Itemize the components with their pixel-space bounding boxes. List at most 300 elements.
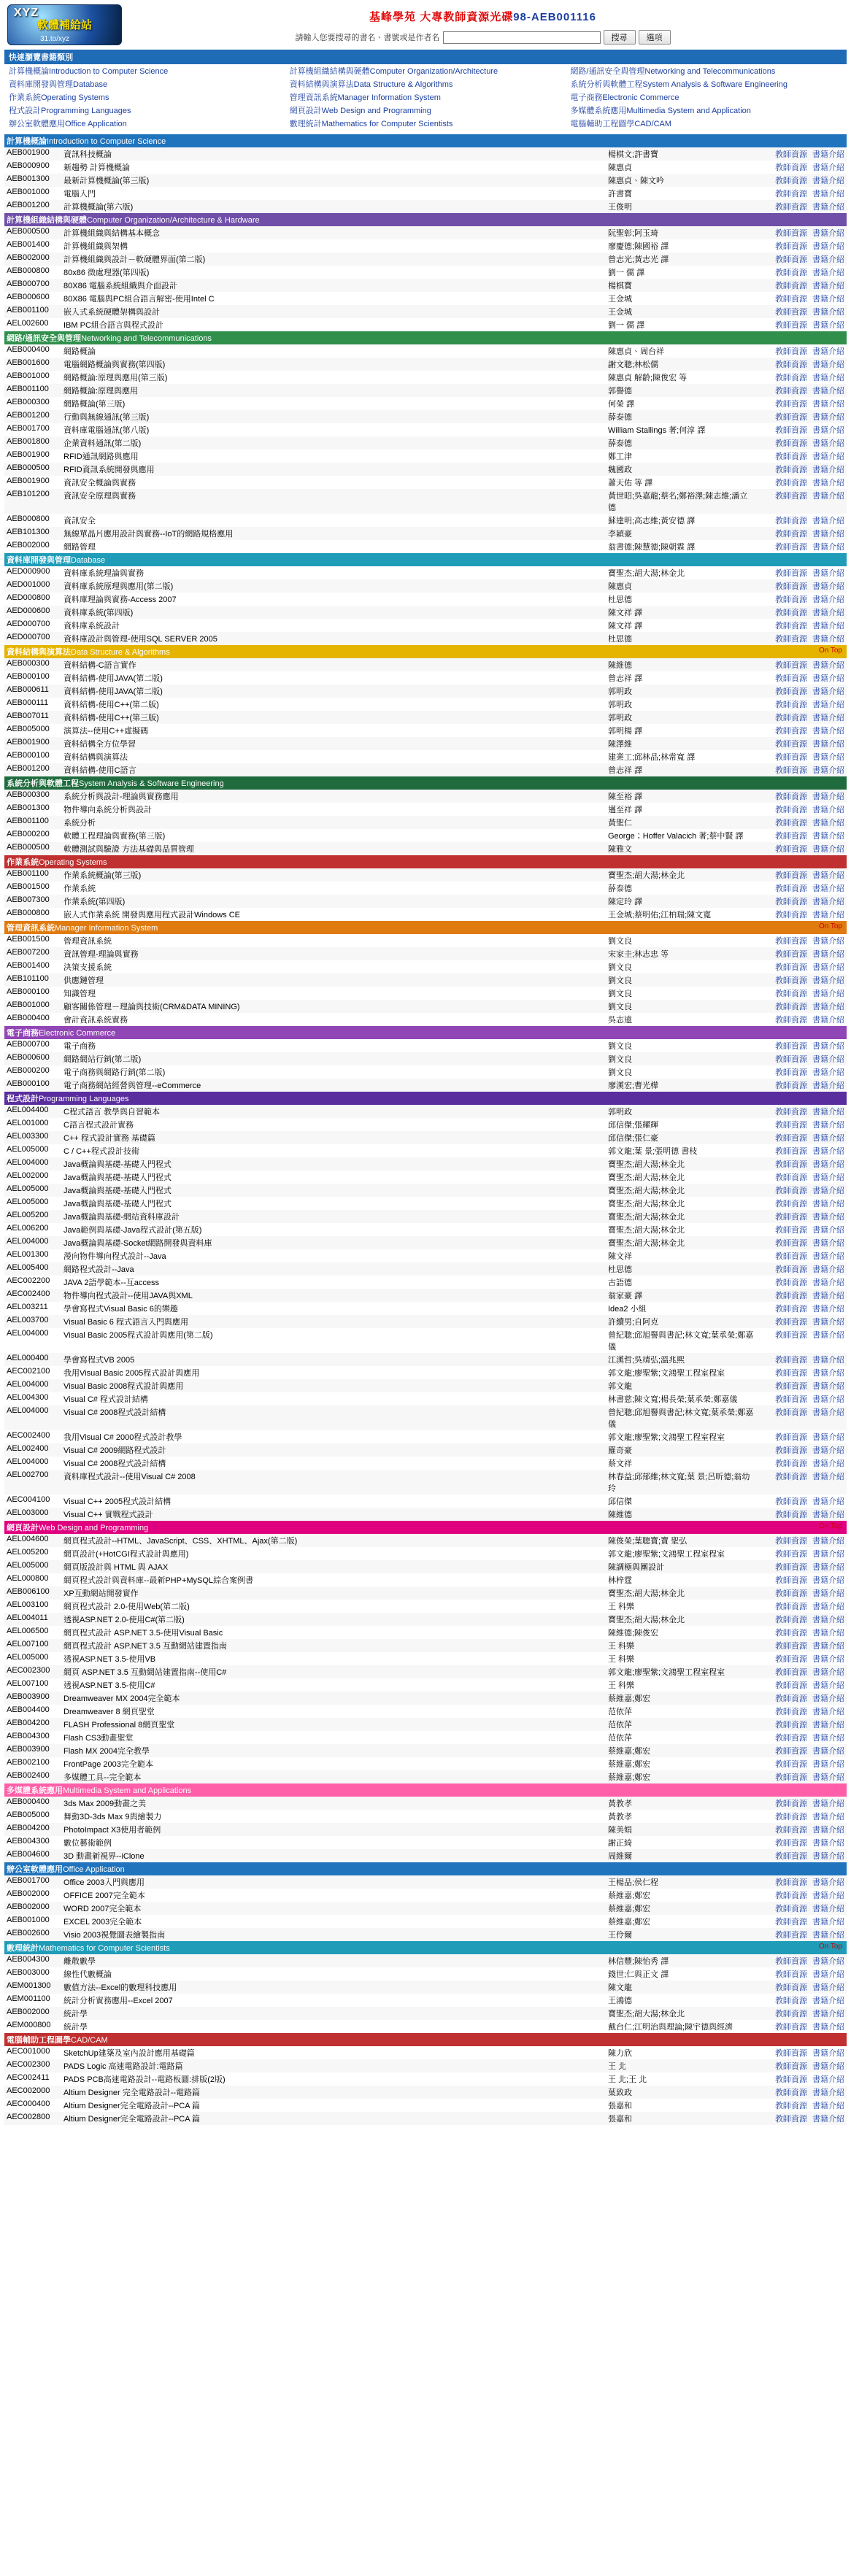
nav-link-3[interactable]: 資料庫開發與管理Database [9, 80, 108, 89]
teacher-resource-link[interactable]: 教師資源 [774, 2075, 807, 2084]
book-detail-link[interactable]: 書籍介紹 [812, 1931, 844, 1940]
teacher-resource-link[interactable]: 教師資源 [774, 466, 807, 474]
book-detail-link[interactable]: 書籍介紹 [812, 871, 844, 880]
teacher-resource-link[interactable]: 教師資源 [774, 832, 807, 841]
book-detail-link[interactable]: 書籍介紹 [812, 832, 844, 841]
book-detail-link[interactable]: 書籍介紹 [812, 1147, 844, 1156]
teacher-resource-link[interactable]: 教師資源 [774, 1108, 807, 1117]
book-detail-link[interactable]: 書籍介紹 [812, 1668, 844, 1677]
teacher-resource-link[interactable]: 教師資源 [774, 308, 807, 317]
book-detail-link[interactable]: 書籍介紹 [812, 1603, 844, 1611]
teacher-resource-link[interactable]: 教師資源 [774, 1957, 807, 1966]
teacher-resource-link[interactable]: 教師資源 [774, 1708, 807, 1716]
book-detail-link[interactable]: 書籍介紹 [812, 1800, 844, 1808]
teacher-resource-link[interactable]: 教師資源 [774, 1279, 807, 1287]
teacher-resource-link[interactable]: 教師資源 [774, 1550, 807, 1559]
teacher-resource-link[interactable]: 教師資源 [774, 1891, 807, 1900]
book-detail-link[interactable]: 書籍介紹 [812, 1252, 844, 1261]
teacher-resource-link[interactable]: 教師資源 [774, 1576, 807, 1585]
book-detail-link[interactable]: 書籍介紹 [812, 674, 844, 683]
book-detail-link[interactable]: 書籍介紹 [812, 1813, 844, 1821]
teacher-resource-link[interactable]: 教師資源 [774, 1852, 807, 1861]
teacher-resource-link[interactable]: 教師資源 [774, 1589, 807, 1598]
book-detail-link[interactable]: 書籍介紹 [812, 1200, 844, 1208]
teacher-resource-link[interactable]: 教師資源 [774, 753, 807, 762]
teacher-resource-link[interactable]: 教師資源 [774, 321, 807, 330]
teacher-resource-link[interactable]: 教師資源 [774, 1983, 807, 1992]
book-detail-link[interactable]: 書籍介紹 [812, 1629, 844, 1638]
book-detail-link[interactable]: 書籍介紹 [812, 1408, 844, 1417]
teacher-resource-link[interactable]: 教師資源 [774, 1055, 807, 1064]
teacher-resource-link[interactable]: 教師資源 [774, 1905, 807, 1913]
book-code: AEL005000 [4, 1144, 61, 1157]
teacher-resource-link[interactable]: 教師資源 [774, 190, 807, 198]
teacher-resource-link[interactable]: 教師資源 [774, 950, 807, 959]
book-detail-link[interactable]: 書籍介紹 [812, 1369, 844, 1378]
teacher-resource-link[interactable]: 教師資源 [774, 1016, 807, 1025]
book-code: AEC002100 [4, 1366, 61, 1379]
teacher-resource-link[interactable]: 教師資源 [774, 1134, 807, 1143]
teacher-resource-link[interactable]: 教師資源 [774, 1395, 807, 1404]
teacher-resource-link[interactable]: 教師資源 [774, 1147, 807, 1156]
book-detail-link[interactable]: 書籍介紹 [812, 282, 844, 290]
book-detail-link[interactable]: 書籍介紹 [812, 569, 844, 578]
teacher-resource-link[interactable]: 教師資源 [774, 1292, 807, 1300]
book-detail-link[interactable]: 書籍介紹 [812, 2062, 844, 2071]
teacher-resource-link[interactable]: 教師資源 [774, 727, 807, 736]
teacher-resource-link[interactable]: 教師資源 [774, 1318, 807, 1327]
teacher-resource-link[interactable]: 教師資源 [774, 1497, 807, 1506]
teacher-resource-link[interactable]: 教師資源 [774, 1473, 807, 1481]
book-detail-link[interactable]: 書籍介紹 [812, 1616, 844, 1624]
book-detail-link[interactable]: 書籍介紹 [812, 439, 844, 448]
teacher-resource-link[interactable]: 教師資源 [774, 595, 807, 604]
book-detail-link[interactable]: 書籍介紹 [812, 2075, 844, 2084]
nav-link-6[interactable]: 作業系統Operating Systems [9, 93, 109, 102]
teacher-resource-link[interactable]: 教師資源 [774, 1433, 807, 1442]
reset-button[interactable]: 選項 [639, 30, 671, 45]
book-detail-link[interactable]: 書籍介紹 [812, 1473, 844, 1481]
book-detail-link[interactable]: 書籍介紹 [812, 1655, 844, 1664]
teacher-resource-link[interactable]: 教師資源 [774, 806, 807, 814]
teacher-resource-link[interactable]: 教師資源 [774, 479, 807, 487]
book-detail-link[interactable]: 書籍介紹 [812, 2049, 844, 2058]
book-detail-link[interactable]: 書籍介紹 [812, 1446, 844, 1455]
teacher-resource-link[interactable]: 教師資源 [774, 1213, 807, 1222]
teacher-resource-link[interactable]: 教師資源 [774, 2062, 807, 2071]
teacher-resource-link[interactable]: 教師資源 [774, 1655, 807, 1664]
teacher-resource-link[interactable]: 教師資源 [774, 990, 807, 998]
teacher-resource-link[interactable]: 教師資源 [774, 1537, 807, 1546]
on-top-link[interactable]: On Top [818, 647, 842, 655]
link-separator [807, 190, 812, 198]
book-detail-link[interactable]: 書籍介紹 [812, 1239, 844, 1248]
book-detail-link[interactable]: 書籍介紹 [812, 1279, 844, 1287]
teacher-resource-link[interactable]: 教師資源 [774, 255, 807, 264]
book-detail-link[interactable]: 書籍介紹 [812, 753, 844, 762]
book-detail-link[interactable]: 書籍介紹 [812, 347, 844, 356]
book-detail-link[interactable]: 書籍介紹 [812, 1042, 844, 1051]
teacher-resource-link[interactable]: 教師資源 [774, 1239, 807, 1248]
teacher-resource-link[interactable]: 教師資源 [774, 360, 807, 369]
book-detail-link[interactable]: 書籍介紹 [812, 1576, 844, 1585]
book-detail-link[interactable]: 書籍介紹 [812, 884, 844, 893]
book-detail-link[interactable]: 書籍介紹 [812, 661, 844, 670]
nav-link-14[interactable]: 電腦輔助工程圖學CAD/CAM [570, 120, 672, 128]
teacher-resource-link[interactable]: 教師資源 [774, 2089, 807, 2097]
book-detail-link[interactable]: 書籍介紹 [812, 819, 844, 828]
teacher-resource-link[interactable]: 教師資源 [774, 2049, 807, 2058]
teacher-resource-link[interactable]: 教師資源 [774, 1918, 807, 1927]
book-detail-link[interactable]: 書籍介紹 [812, 1563, 844, 1572]
teacher-resource-link[interactable]: 教師資源 [774, 609, 807, 617]
book-detail-link[interactable]: 書籍介紹 [812, 701, 844, 709]
teacher-resource-link[interactable]: 教師資源 [774, 582, 807, 591]
teacher-resource-link[interactable]: 教師資源 [774, 1003, 807, 1011]
teacher-resource-link[interactable]: 教師資源 [774, 229, 807, 238]
book-detail-link[interactable]: 書籍介紹 [812, 1108, 844, 1117]
teacher-resource-link[interactable]: 教師資源 [774, 452, 807, 461]
book-detail-link[interactable]: 書籍介紹 [812, 163, 844, 172]
nav-link-2[interactable]: 網路/通訊安全與管理Networking and Telecommunications [570, 67, 776, 76]
teacher-resource-link[interactable]: 教師資源 [774, 871, 807, 880]
book-detail-link[interactable]: 書籍介紹 [812, 1121, 844, 1130]
teacher-resource-link[interactable]: 教師資源 [774, 1356, 807, 1365]
book-detail-link[interactable]: 書籍介紹 [812, 2102, 844, 2110]
book-detail-link[interactable]: 書籍介紹 [812, 1003, 844, 1011]
on-top-link[interactable]: On Top [818, 1522, 842, 1530]
book-detail-link[interactable]: 書籍介紹 [812, 950, 844, 959]
book-detail-link[interactable]: 書籍介紹 [812, 190, 844, 198]
teacher-resource-link[interactable]: 教師資源 [774, 1305, 807, 1314]
book-detail-link[interactable]: 書籍介紹 [812, 1550, 844, 1559]
teacher-resource-link[interactable]: 教師資源 [774, 2023, 807, 2032]
teacher-resource-link[interactable]: 教師資源 [774, 295, 807, 304]
book-detail-link[interactable]: 書籍介紹 [812, 1356, 844, 1365]
book-detail-link[interactable]: 書籍介紹 [812, 766, 844, 775]
book-detail-link[interactable]: 書籍介紹 [812, 1642, 844, 1651]
book-detail-link[interactable]: 書籍介紹 [812, 1747, 844, 1756]
book-detail-link[interactable]: 書籍介紹 [812, 1983, 844, 1992]
book-detail-link[interactable]: 書籍介紹 [812, 609, 844, 617]
teacher-resource-link[interactable]: 教師資源 [774, 1839, 807, 1848]
book-detail-link[interactable]: 書籍介紹 [812, 937, 844, 946]
teacher-resource-link[interactable]: 教師資源 [774, 543, 807, 552]
book-detail-link[interactable]: 書籍介紹 [812, 308, 844, 317]
book-detail-link[interactable]: 書籍介紹 [812, 1760, 844, 1769]
book-detail-link[interactable]: 書籍介紹 [812, 479, 844, 487]
teacher-resource-link[interactable]: 教師資源 [774, 1813, 807, 1821]
teacher-resource-link[interactable]: 教師資源 [774, 1760, 807, 1769]
teacher-resource-link[interactable]: 教師資源 [774, 492, 807, 501]
book-detail-link[interactable]: 書籍介紹 [812, 1891, 844, 1900]
book-detail-link[interactable]: 書籍介紹 [812, 1681, 844, 1690]
teacher-resource-link[interactable]: 教師資源 [774, 1773, 807, 1782]
book-detail-link[interactable]: 書籍介紹 [812, 452, 844, 461]
book-detail-link[interactable]: 書籍介紹 [812, 413, 844, 422]
teacher-resource-link[interactable]: 教師資源 [774, 1369, 807, 1378]
teacher-resource-link[interactable]: 教師資源 [774, 242, 807, 251]
teacher-resource-link[interactable]: 教師資源 [774, 845, 807, 854]
teacher-resource-link[interactable]: 教師資源 [774, 963, 807, 972]
book-detail-link[interactable]: 書籍介紹 [812, 793, 844, 801]
book-detail-link[interactable]: 書籍介紹 [812, 1331, 844, 1340]
nav-link-10[interactable]: 網頁設計Web Design and Programming [289, 107, 431, 115]
teacher-resource-link[interactable]: 教師資源 [774, 1265, 807, 1274]
teacher-resource-link[interactable]: 教師資源 [774, 413, 807, 422]
book-detail-link[interactable]: 書籍介紹 [812, 229, 844, 238]
teacher-resource-link[interactable]: 教師資源 [774, 1747, 807, 1756]
teacher-resource-link[interactable]: 教師資源 [774, 1616, 807, 1624]
teacher-resource-link[interactable]: 教師資源 [774, 1121, 807, 1130]
teacher-resource-link[interactable]: 教師資源 [774, 282, 807, 290]
book-detail-link[interactable]: 書籍介紹 [812, 1081, 844, 1090]
book-detail-link[interactable]: 書籍介紹 [812, 543, 844, 552]
teacher-resource-link[interactable]: 教師資源 [774, 203, 807, 212]
book-detail-link[interactable]: 書籍介紹 [812, 242, 844, 251]
teacher-resource-link[interactable]: 教師資源 [774, 1642, 807, 1651]
book-detail-link[interactable]: 書籍介紹 [812, 595, 844, 604]
teacher-resource-link[interactable]: 教師資源 [774, 1931, 807, 1940]
book-detail-link[interactable]: 書籍介紹 [812, 806, 844, 814]
book-detail-link[interactable]: 書籍介紹 [812, 1905, 844, 1913]
teacher-resource-link[interactable]: 教師資源 [774, 898, 807, 906]
book-detail-link[interactable]: 書籍介紹 [812, 1068, 844, 1077]
book-detail-link[interactable]: 書籍介紹 [812, 582, 844, 591]
teacher-resource-link[interactable]: 教師資源 [774, 819, 807, 828]
teacher-resource-link[interactable]: 教師資源 [774, 1603, 807, 1611]
teacher-resource-link[interactable]: 教師資源 [774, 1382, 807, 1391]
teacher-resource-link[interactable]: 教師資源 [774, 1997, 807, 2005]
nav-link-9[interactable]: 程式設計Programming Languages [9, 107, 131, 115]
book-detail-link[interactable]: 書籍介紹 [812, 740, 844, 749]
teacher-resource-link[interactable]: 教師資源 [774, 1563, 807, 1572]
book-detail-link[interactable]: 書籍介紹 [812, 635, 844, 644]
book-detail-link[interactable]: 書籍介紹 [812, 1589, 844, 1598]
teacher-resource-link[interactable]: 教師資源 [774, 635, 807, 644]
teacher-resource-link[interactable]: 教師資源 [774, 387, 807, 396]
book-code: AEB001500 [4, 882, 61, 895]
book-detail-link[interactable]: 書籍介紹 [812, 400, 844, 409]
teacher-resource-link[interactable]: 教師資源 [774, 911, 807, 919]
book-detail-link[interactable]: 書籍介紹 [812, 1173, 844, 1182]
teacher-resource-link[interactable]: 教師資源 [774, 714, 807, 722]
nav-link-7[interactable]: 管理資訊系統Manager Information System [289, 93, 441, 102]
teacher-resource-link[interactable]: 教師資源 [774, 426, 807, 435]
book-detail-link[interactable]: 書籍介紹 [812, 1055, 844, 1064]
book-detail-link[interactable]: 書籍介紹 [812, 1708, 844, 1716]
nav-link-0[interactable]: 計算機概論Introduction to Computer Science [9, 67, 169, 76]
teacher-resource-link[interactable]: 教師資源 [774, 374, 807, 382]
teacher-resource-link[interactable]: 教師資源 [774, 740, 807, 749]
teacher-resource-link[interactable]: 教師資源 [774, 530, 807, 539]
teacher-resource-link[interactable]: 教師資源 [774, 674, 807, 683]
teacher-resource-link[interactable]: 教師資源 [774, 439, 807, 448]
book-detail-link[interactable]: 書籍介紹 [812, 466, 844, 474]
book-detail-link[interactable]: 書籍介紹 [812, 1016, 844, 1025]
teacher-resource-link[interactable]: 教師資源 [774, 1173, 807, 1182]
teacher-resource-link[interactable]: 教師資源 [774, 163, 807, 172]
book-detail-link[interactable]: 書籍介紹 [812, 845, 844, 854]
teacher-resource-link[interactable]: 教師資源 [774, 793, 807, 801]
book-detail-link[interactable]: 書籍介紹 [812, 269, 844, 277]
book-detail-link[interactable]: 書籍介紹 [812, 898, 844, 906]
book-detail-link[interactable]: 書籍介紹 [812, 1305, 844, 1314]
book-detail-link[interactable]: 書籍介紹 [812, 1213, 844, 1222]
book-detail-link[interactable]: 書籍介紹 [812, 1226, 844, 1235]
teacher-resource-link[interactable]: 教師資源 [774, 976, 807, 985]
teacher-resource-link[interactable]: 教師資源 [774, 1187, 807, 1195]
teacher-resource-link[interactable]: 教師資源 [774, 1331, 807, 1340]
book-detail-link[interactable]: 書籍介紹 [812, 1694, 844, 1703]
book-detail-link[interactable]: 書籍介紹 [812, 2089, 844, 2097]
teacher-resource-link[interactable]: 教師資源 [774, 1878, 807, 1887]
nav-link-1[interactable]: 計算機組織結構與硬體Computer Organization/Architecture [289, 67, 498, 76]
book-detail-link[interactable]: 書籍介紹 [812, 374, 844, 382]
book-author: 寶聖杰;胡大湯;林金北 [606, 1184, 756, 1197]
book-detail-link[interactable]: 書籍介紹 [812, 387, 844, 396]
book-detail-link[interactable]: 書籍介紹 [812, 976, 844, 985]
book-detail-link[interactable]: 書籍介紹 [812, 2023, 844, 2032]
table-row [4, 1902, 847, 1915]
book-detail-link[interactable]: 書籍介紹 [812, 177, 844, 185]
teacher-resource-link[interactable]: 教師資源 [774, 517, 807, 525]
teacher-resource-link[interactable]: 教師資源 [774, 1668, 807, 1677]
book-detail-link[interactable]: 書籍介紹 [812, 1826, 844, 1835]
teacher-resource-link[interactable]: 教師資源 [774, 622, 807, 630]
teacher-resource-link[interactable]: 教師資源 [774, 1970, 807, 1979]
book-title: 資料庫程式設計--使用Visual C# 2008 [61, 1470, 606, 1495]
on-top-link[interactable]: On Top [818, 1943, 842, 1951]
book-detail-link[interactable]: 書籍介紹 [812, 1997, 844, 2005]
teacher-resource-link[interactable]: 教師資源 [774, 766, 807, 775]
book-detail-link[interactable]: 書籍介紹 [812, 714, 844, 722]
teacher-resource-link[interactable]: 教師資源 [774, 1408, 807, 1417]
book-detail-link[interactable]: 書籍介紹 [812, 1852, 844, 1861]
teacher-resource-link[interactable]: 教師資源 [774, 1826, 807, 1835]
book-detail-link[interactable]: 書籍介紹 [812, 990, 844, 998]
book-detail-link[interactable]: 書籍介紹 [812, 1721, 844, 1729]
teacher-resource-link[interactable]: 教師資源 [774, 884, 807, 893]
book-detail-link[interactable]: 書籍介紹 [812, 1537, 844, 1546]
book-detail-link[interactable]: 書籍介紹 [812, 1459, 844, 1468]
teacher-resource-link[interactable]: 教師資源 [774, 1160, 807, 1169]
book-detail-link[interactable]: 書籍介紹 [812, 622, 844, 630]
book-detail-link[interactable]: 書籍介紹 [812, 1773, 844, 1782]
book-detail-link[interactable]: 書籍介紹 [812, 426, 844, 435]
book-detail-link[interactable]: 書籍介紹 [812, 1265, 844, 1274]
teacher-resource-link[interactable]: 教師資源 [774, 937, 807, 946]
book-detail-link[interactable]: 書籍介紹 [812, 1734, 844, 1743]
nav-link-8[interactable]: 電子商務Electronic Commerce [570, 93, 679, 102]
teacher-resource-link[interactable]: 教師資源 [774, 1226, 807, 1235]
book-detail-link[interactable]: 書籍介紹 [812, 360, 844, 369]
teacher-resource-link[interactable]: 教師資源 [774, 1081, 807, 1090]
book-detail-link[interactable]: 書籍介紹 [812, 1187, 844, 1195]
book-detail-link[interactable]: 書籍介紹 [812, 1318, 844, 1327]
nav-link-11[interactable]: 多媒體系統應用Multimedia System and Application [570, 107, 751, 115]
book-author: 陳文龍 [606, 1981, 756, 1994]
book-detail-link[interactable]: 書籍介紹 [812, 203, 844, 212]
book-detail-link[interactable]: 書籍介紹 [812, 1970, 844, 1979]
book-detail-link[interactable]: 書籍介紹 [812, 1433, 844, 1442]
teacher-resource-link[interactable]: 教師資源 [774, 1629, 807, 1638]
teacher-resource-link[interactable]: 教師資源 [774, 1734, 807, 1743]
teacher-resource-link[interactable]: 教師資源 [774, 1800, 807, 1808]
teacher-resource-link[interactable]: 教師資源 [774, 661, 807, 670]
book-detail-link[interactable]: 書籍介紹 [812, 492, 844, 501]
book-detail-link[interactable]: 書籍介紹 [812, 1395, 844, 1404]
book-detail-link[interactable]: 書籍介紹 [812, 1292, 844, 1300]
book-detail-link[interactable]: 書籍介紹 [812, 727, 844, 736]
teacher-resource-link[interactable]: 教師資源 [774, 2010, 807, 2018]
book-detail-link[interactable]: 書籍介紹 [812, 1160, 844, 1169]
book-detail-link[interactable]: 書籍介紹 [812, 911, 844, 919]
book-detail-link[interactable]: 書籍介紹 [812, 687, 844, 696]
teacher-resource-link[interactable]: 教師資源 [774, 1511, 807, 1519]
teacher-resource-link[interactable]: 教師資源 [774, 1694, 807, 1703]
teacher-resource-link[interactable]: 教師資源 [774, 1721, 807, 1729]
teacher-resource-link[interactable]: 教師資源 [774, 1681, 807, 1690]
teacher-resource-link[interactable]: 教師資源 [774, 1042, 807, 1051]
teacher-resource-link[interactable]: 教師資源 [774, 687, 807, 696]
nav-link-4[interactable]: 資料結構與演算法Data Structure & Algorithms [289, 80, 453, 89]
teacher-resource-link[interactable]: 教師資源 [774, 347, 807, 356]
teacher-resource-link[interactable]: 教師資源 [774, 1446, 807, 1455]
book-detail-link[interactable]: 書籍介紹 [812, 1497, 844, 1506]
book-detail-link[interactable]: 書籍介紹 [812, 2010, 844, 2018]
teacher-resource-link[interactable]: 教師資源 [774, 400, 807, 409]
book-detail-link[interactable]: 書籍介紹 [812, 295, 844, 304]
book-detail-link[interactable]: 書籍介紹 [812, 517, 844, 525]
book-detail-link[interactable]: 書籍介紹 [812, 963, 844, 972]
teacher-resource-link[interactable]: 教師資源 [774, 1068, 807, 1077]
teacher-resource-link[interactable]: 教師資源 [774, 569, 807, 578]
nav-link-12[interactable]: 辦公室軟體應用Office Application [9, 120, 127, 128]
book-detail-link[interactable]: 書籍介紹 [812, 1918, 844, 1927]
book-detail-link[interactable]: 書籍介紹 [812, 1511, 844, 1519]
teacher-resource-link[interactable]: 教師資源 [774, 701, 807, 709]
teacher-resource-link[interactable]: 教師資源 [774, 150, 807, 159]
book-detail-link[interactable]: 書籍介紹 [812, 321, 844, 330]
teacher-resource-link[interactable]: 教師資源 [774, 177, 807, 185]
book-detail-link[interactable]: 書籍介紹 [812, 150, 844, 159]
teacher-resource-link[interactable]: 教師資源 [774, 269, 807, 277]
book-detail-link[interactable]: 書籍介紹 [812, 255, 844, 264]
category-row [4, 645, 847, 658]
link-separator [807, 819, 812, 828]
book-detail-link[interactable]: 書籍介紹 [812, 1134, 844, 1143]
nav-link-5[interactable]: 系統分析與軟體工程System Analysis & Software Engineering [570, 80, 788, 89]
teacher-resource-link[interactable]: 教師資源 [774, 1459, 807, 1468]
book-detail-link[interactable]: 書籍介紹 [812, 1839, 844, 1848]
teacher-resource-link[interactable]: 教師資源 [774, 2102, 807, 2110]
search-button[interactable]: 搜尋 [604, 30, 636, 45]
book-detail-link[interactable]: 書籍介紹 [812, 1878, 844, 1887]
book-links [756, 1902, 847, 1915]
teacher-resource-link[interactable]: 教師資源 [774, 1252, 807, 1261]
book-detail-link[interactable]: 書籍介紹 [812, 2115, 844, 2124]
table-row [4, 1405, 847, 1430]
book-detail-link[interactable]: 書籍介紹 [812, 1957, 844, 1966]
book-detail-link[interactable]: 書籍介紹 [812, 1382, 844, 1391]
teacher-resource-link[interactable]: 教師資源 [774, 1200, 807, 1208]
teacher-resource-link[interactable]: 教師資源 [774, 2115, 807, 2124]
book-detail-link[interactable]: 書籍介紹 [812, 530, 844, 539]
on-top-link[interactable]: On Top [818, 922, 842, 930]
search-input[interactable] [443, 31, 601, 44]
nav-link-13[interactable]: 數理統計Mathematics for Computer Scientists [289, 120, 453, 128]
